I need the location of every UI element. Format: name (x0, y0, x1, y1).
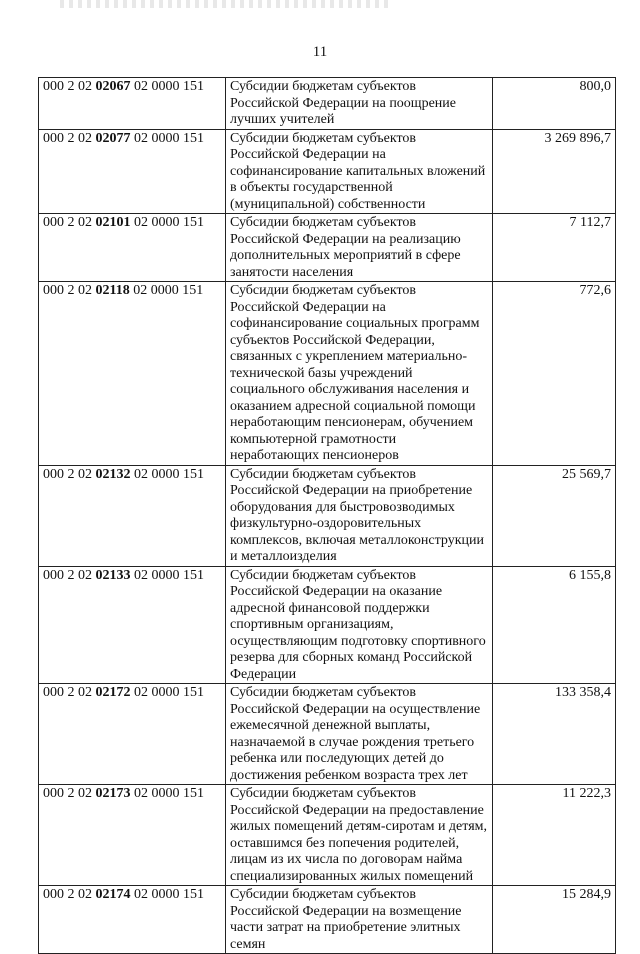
subsidy-description: Субсидии бюджетам субъектов Российской Федерации на осуществление ежемесячной денежной выплаты, назначаемой в случае рождения третьего ребенка или последующих детей до достижения ребенком возраста трех лет (226, 684, 493, 785)
subsidy-amount: 800,0 (493, 78, 616, 130)
budget-code (39, 886, 226, 954)
table-row (39, 129, 616, 214)
page-number: 11 (312, 44, 328, 60)
code-prefix: 000 2 02 (43, 685, 96, 700)
code-highlight: 02118 (95, 283, 130, 298)
code-suffix: 02 0000 151 (129, 283, 204, 298)
budget-code (39, 282, 226, 466)
code-prefix: 000 2 02 (43, 887, 96, 902)
budget-code (39, 684, 226, 785)
budget-code (39, 566, 226, 684)
table-row (39, 282, 616, 466)
budget-code (39, 465, 226, 566)
subsidy-description: Субсидии бюджетам субъектов Российской Федерации на возмещение части затрат на приобретение элитных семян (226, 886, 493, 954)
table-row (39, 566, 616, 684)
subsidy-amount: 772,6 (493, 282, 616, 466)
code-highlight: 02173 (95, 786, 131, 801)
subsidy-description: Субсидии бюджетам субъектов Российской Федерации на реализацию дополнительных мероприятий в сфере занятости населения (226, 214, 493, 282)
code-suffix: 02 0000 151 (130, 685, 204, 700)
code-prefix: 000 2 02 (43, 786, 96, 801)
budget-code (39, 785, 226, 886)
code-highlight: 02101 (95, 215, 131, 230)
code-prefix: 000 2 02 (43, 215, 96, 230)
code-suffix: 02 0000 151 (130, 79, 204, 94)
code-suffix: 02 0000 151 (130, 466, 204, 482)
subsidy-amount: 6 155,8 (493, 566, 616, 684)
code-highlight: 02077 (95, 130, 131, 146)
code-highlight: 02133 (95, 567, 131, 583)
code-highlight: 02172 (95, 685, 131, 700)
budget-code (39, 214, 226, 282)
table-row (39, 465, 616, 566)
code-highlight: 02132 (95, 466, 131, 482)
subsidy-description: Субсидии бюджетам субъектов Российской Федерации на предоставление жилых помещений детям-сиротам и детям, оставшимся без попечения родителей, лицам из их числа по договорам найма специализированных жилых помещений (226, 785, 493, 886)
code-highlight: 02174 (95, 887, 131, 902)
code-suffix: 02 0000 151 (130, 887, 204, 902)
code-prefix: 000 2 02 (43, 130, 96, 146)
subsidy-amount: 11 222,3 (493, 785, 616, 886)
budget-table-body (39, 78, 616, 954)
scan-artifact (60, 0, 390, 8)
code-prefix: 000 2 02 (43, 283, 96, 298)
code-suffix: 02 0000 151 (130, 215, 204, 230)
code-prefix: 000 2 02 (43, 567, 96, 583)
code-suffix: 02 0000 151 (130, 786, 204, 801)
budget-code (39, 129, 226, 214)
table-row (39, 886, 616, 954)
subsidy-description: Субсидии бюджетам субъектов Российской Федерации на приобретение оборудования для быстровозводимых физкультурно-оздоровительных комплексов, включая металлоконструкции и металлоизделия (226, 465, 493, 566)
code-highlight: 02067 (95, 79, 131, 94)
table-row (39, 78, 616, 130)
subsidy-amount: 15 284,9 (493, 886, 616, 954)
table-row (39, 684, 616, 785)
subsidy-amount: 7 112,7 (493, 214, 616, 282)
code-prefix: 000 2 02 (43, 79, 96, 94)
subsidy-description: Субсидии бюджетам субъектов Российской Федерации на софинансирование капитальных вложений в объекты государственной (муниципальной) собственности (226, 129, 493, 214)
table-row (39, 785, 616, 886)
table-row (39, 214, 616, 282)
subsidy-description: Субсидии бюджетам субъектов Российской Федерации на оказание адресной финансовой поддержки спортивным организациям, осуществляющим подготовку спортивного резерва для сборных команд Российской Федерации (226, 566, 493, 684)
code-suffix: 02 0000 151 (130, 567, 204, 583)
code-suffix: 02 0000 151 (130, 130, 204, 146)
budget-code (39, 78, 226, 130)
budget-table (38, 77, 616, 954)
subsidy-description: Субсидии бюджетам субъектов Российской Федерации на поощрение лучших учителей (226, 78, 493, 130)
code-prefix: 000 2 02 (43, 466, 96, 482)
subsidy-description: Субсидии бюджетам субъектов Российской Федерации на софинансирование социальных программ субъектов Российской Федерации, связанных с укреплением материально-технической базы учреждений социального обслуживания населения и оказанием адресной социальной помощи неработающим пенсионерам, обучением компьютерной грамотности неработающих пенсионеров (226, 282, 493, 466)
subsidy-amount: 25 569,7 (493, 465, 616, 566)
subsidy-amount: 133 358,4 (493, 684, 616, 785)
subsidy-amount: 3 269 896,7 (493, 129, 616, 214)
